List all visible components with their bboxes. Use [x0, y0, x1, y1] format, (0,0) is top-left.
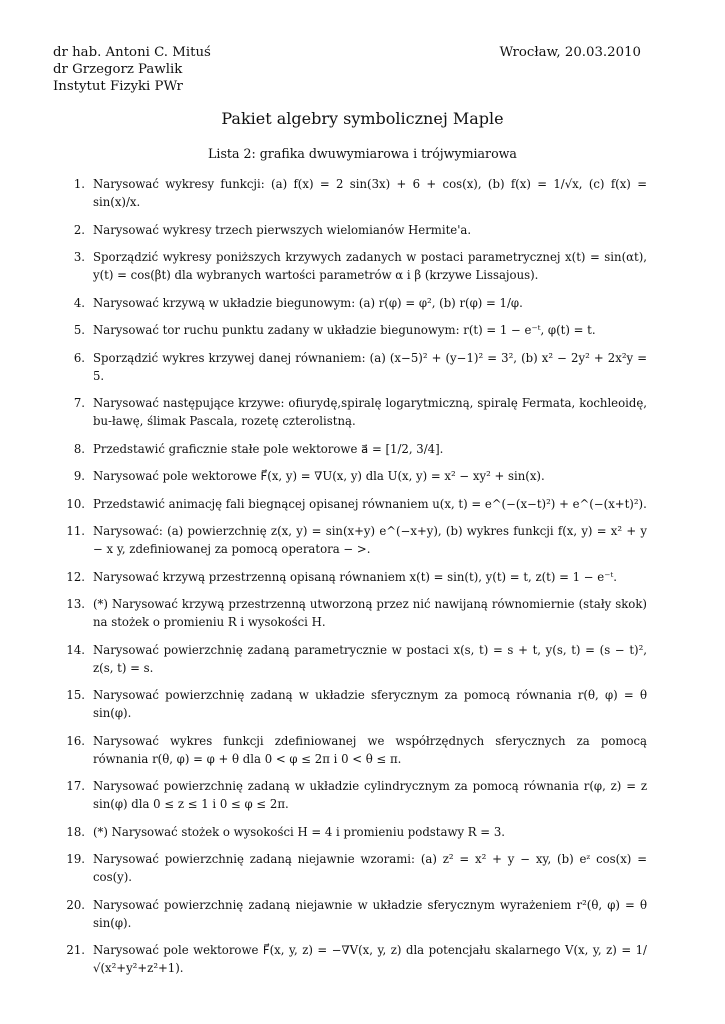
list-item-text: Przedstawić graficznie stałe pole wektorowe a⃗ = [1/2, 3/4]. [93, 441, 444, 456]
list-item-text: Narysować krzywą w układzie biegunowym: (a) r(φ) = φ², (b) r(φ) = 1/φ. [93, 295, 523, 310]
list-item-text: Narysować powierzchnię zadaną w układzie cylindrycznym za pomocą równania r(φ, z) = z sin(φ) dla 0 ≤ z ≤ 1 i 0 ≤ φ ≤ 2π. [93, 779, 647, 811]
list-item-text: Narysować powierzchnię zadaną niejawnie w układzie sferycznym wyrażeniem r²(θ, φ) = θ sin(φ). [93, 897, 647, 930]
list-item-number: 6. [73, 350, 85, 365]
list-item-number: 18. [66, 824, 85, 839]
list-item-text: Narysować powierzchnię zadaną niejawnie wzorami: (a) z² = x² + y − xy, (b) eᶻ cos(x) = cos(y). [93, 852, 647, 884]
place-date: Wrocław, 20.03.2010 [499, 45, 641, 60]
list-item [55, 495, 647, 513]
page-title: Pakiet algebry symbolicznej Maple [221, 109, 504, 128]
page-subtitle: Lista 2: grafika dwuwymiarowa i trójwymiarowa [208, 146, 517, 161]
list-item [55, 641, 647, 677]
header-authors [53, 44, 211, 95]
list-item-number: 20. [66, 897, 85, 912]
list-item-number: 4. [73, 295, 85, 310]
list-item-number: 21. [66, 943, 85, 957]
list-item [55, 896, 647, 932]
list-item [55, 349, 647, 385]
list-item-number: 15. [66, 688, 85, 702]
list-item-number: 3. [73, 250, 85, 264]
list-item [55, 440, 647, 458]
list-item [55, 248, 647, 284]
list-item-number: 8. [73, 441, 85, 456]
author-2: dr Grzegorz Pawlik [53, 62, 183, 77]
author-1: dr hab. Antoni C. Mituś [53, 45, 211, 60]
list-item-text: Narysować następujące krzywe: ofiurydę,spiralę logarytmiczną, spiralę Fermata, kochleoidę, bu-ławę, ślimak Pascala, rozetę czterolistną. [93, 396, 647, 428]
list-item [55, 394, 647, 430]
list-item-text: Narysować pole wektorowe F⃗(x, y) = ∇U(x, y) dla U(x, y) = x² − xy² + sin(x). [93, 469, 545, 483]
list-item-text: Sporządzić wykres krzywej danej równaniem: (a) (x−5)² + (y−1)² = 3², (b) x² − 2y² + 2x²y = 5. [93, 350, 647, 383]
list-item-number: 2. [73, 222, 85, 237]
list-item-number: 1. [73, 177, 85, 191]
list-item-number: 16. [66, 733, 85, 748]
list-item-number: 5. [73, 323, 85, 337]
list-item [55, 294, 647, 312]
list-item-text: (*) Narysować stożek o wysokości H = 4 i promieniu podstawy R = 3. [93, 824, 505, 839]
list-item-number: 12. [66, 569, 85, 584]
list-item [55, 522, 647, 558]
list-item-number: 9. [73, 469, 85, 483]
institute: Instytut Fizyki PWr [53, 79, 183, 94]
list-item-text: Narysować wykresy funkcji: (a) f(x) = 2 sin(3x) + 6 + cos(x), (b) f(x) = 1/√x, (c) f(x) = sin(x)/x. [93, 177, 647, 209]
list-item [55, 777, 647, 813]
list-item-text: Narysować pole wektorowe F⃗(x, y, z) = −∇V(x, y, z) dla potencjału skalarnego V(x, y, z) = 1/√(x²+y²+z²+1). [93, 943, 647, 975]
list-item [55, 941, 647, 977]
list-item-number: 7. [73, 396, 85, 410]
list-item-text: Narysować krzywą przestrzenną opisaną równaniem x(t) = sin(t), y(t) = t, z(t) = 1 − e⁻ᵗ. [93, 569, 617, 584]
list-item [55, 686, 647, 722]
list-item [55, 823, 647, 841]
list-item [55, 732, 647, 768]
list-item [55, 595, 647, 631]
list-item-text: Przedstawić animację fali biegnącej opisanej równaniem u(x, t) = e^(−(x−t)²) + e^(−(x+t)²). [93, 496, 647, 511]
list-item [55, 175, 647, 211]
list-item-text: Narysować powierzchnię zadaną w układzie sferycznym za pomocą równania r(θ, φ) = θ sin(φ). [93, 688, 647, 720]
list-item-text: Narysować tor ruchu punktu zadany w układzie biegunowym: r(t) = 1 − e⁻ᵗ, φ(t) = t. [93, 323, 596, 337]
list-item [55, 221, 647, 239]
list-item-text: Narysować wykresy trzech pierwszych wielomianów Hermite'a. [93, 222, 472, 237]
list-item [55, 850, 647, 886]
list-item-text: Narysować wykres funkcji zdefiniowanej we współrzędnych sferycznych za pomocą równania r(θ, φ) = φ + θ dla 0 < φ ≤ 2π i 0 < θ ≤ π. [93, 733, 647, 766]
list-item-number: 11. [66, 524, 85, 538]
list-item [55, 568, 647, 586]
list-item-text: (*) Narysować krzywą przestrzenną utworzoną przez nić nawijaną równomiernie (stały skok) na stożek o promieniu R i wysokości H. [93, 597, 647, 629]
list-item [55, 321, 647, 339]
list-item-text: Narysować powierzchnię zadaną parametrycznie w postaci x(s, t) = s + t, y(s, t) = (s − t)², z(s, t) = s. [93, 642, 647, 675]
list-item-text: Sporządzić wykresy poniższych krzywych zadanych w postaci parametrycznej x(t) = sin(αt), y(t) = cos(βt) dla wybranych wartości parametrów α i β (krzywe Lissajous). [93, 250, 647, 282]
list-item-number: 17. [66, 779, 85, 793]
list-item-number: 13. [66, 597, 85, 611]
list-item-text: Narysować: (a) powierzchnię z(x, y) = sin(x+y) e^(−x+y), (b) wykres funkcji f(x, y) = x² + y − x y, zdefiniowanej za pomocą operatora − >. [93, 524, 647, 556]
list-item-number: 19. [66, 852, 85, 866]
task-list [55, 175, 647, 987]
list-item-number: 14. [66, 642, 85, 657]
list-item [55, 467, 647, 485]
list-item-number: 10. [66, 496, 85, 511]
